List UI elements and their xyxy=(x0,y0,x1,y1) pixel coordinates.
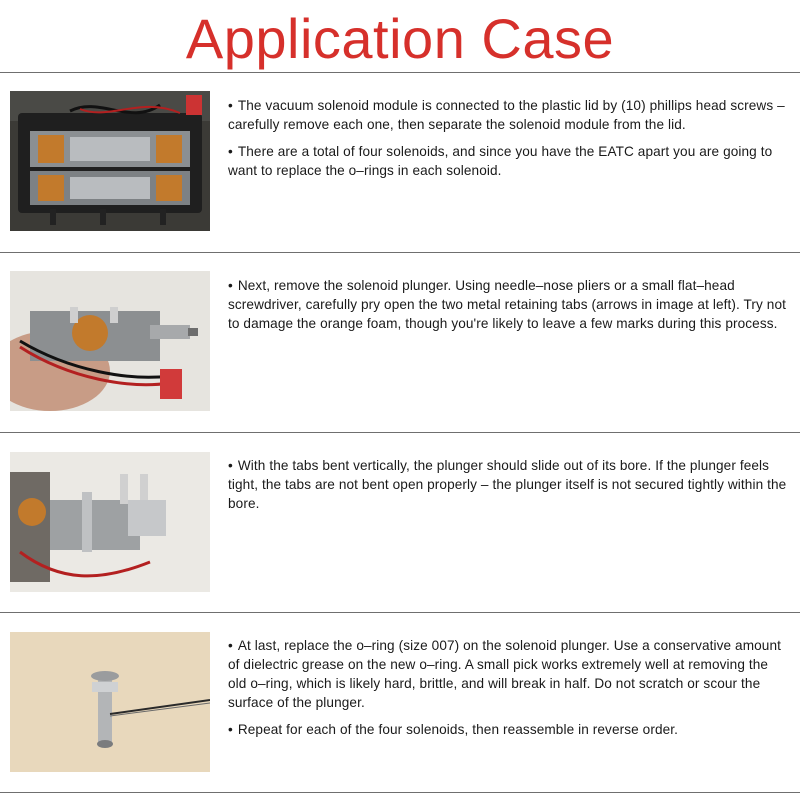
step-section-4 xyxy=(0,612,800,792)
bullet-item xyxy=(228,96,788,134)
step-text-3 xyxy=(228,456,788,521)
solenoid-plunger-tabs-photo xyxy=(10,271,210,411)
bullet-text: There are a total of four solenoids, and since you have the EATC apart you are going to want to replace the o–rings in each solenoid. xyxy=(228,144,773,178)
plunger-o-ring-photo xyxy=(10,632,210,772)
step-text-1 xyxy=(228,96,788,188)
bullet-item xyxy=(228,636,788,712)
bullet-text: With the tabs bent vertically, the plunger should slide out of its bore. If the plunger feels tight, the tabs are not bent open properly – the plunger itself is not secured tightly within the bore. xyxy=(228,458,787,511)
step-text-2 xyxy=(228,276,788,341)
step-section-3 xyxy=(0,432,800,612)
step-section-1 xyxy=(0,72,800,252)
bullet-glyph: • xyxy=(228,98,233,113)
bullet-item xyxy=(228,720,788,739)
bullet-glyph: • xyxy=(228,278,233,293)
bullet-text: Repeat for each of the four solenoids, then reassemble in reverse order. xyxy=(237,722,679,737)
page-title: Application Case xyxy=(185,7,615,70)
bullet-text: At last, replace the o–ring (size 007) on the solenoid plunger. Use a conservative amount of dielectric grease on the new o–ring. A small pick works extremely well at removing the old o–ring, which is likely hard, brittle, and will break in half. Do not scratch or scour the surface of the plunger. xyxy=(228,638,782,710)
bullet-item xyxy=(228,142,788,180)
bullet-text: The vacuum solenoid module is connected to the plastic lid by (10) phillips head screws – carefully remove each one, then separate the solenoid module from the lid. xyxy=(228,98,785,132)
bullet-glyph: • xyxy=(228,638,233,653)
bullet-glyph: • xyxy=(228,458,233,473)
bullet-text: Next, remove the solenoid plunger. Using needle–nose pliers or a small flat–head screwdriver, carefully pry open the two metal retaining tabs (arrows in image at left). Try not to damage the orange foam, though you're likely to leave a few marks during this process. xyxy=(228,278,787,331)
step-section-2 xyxy=(0,252,800,432)
bullet-glyph: • xyxy=(228,722,233,737)
plunger-sliding-out-photo xyxy=(10,452,210,592)
bullet-item xyxy=(228,456,788,513)
solenoid-module-photo xyxy=(10,91,210,231)
bullet-item xyxy=(228,276,788,333)
bullet-glyph: • xyxy=(228,144,233,159)
step-text-4 xyxy=(228,636,788,747)
divider xyxy=(0,792,800,793)
